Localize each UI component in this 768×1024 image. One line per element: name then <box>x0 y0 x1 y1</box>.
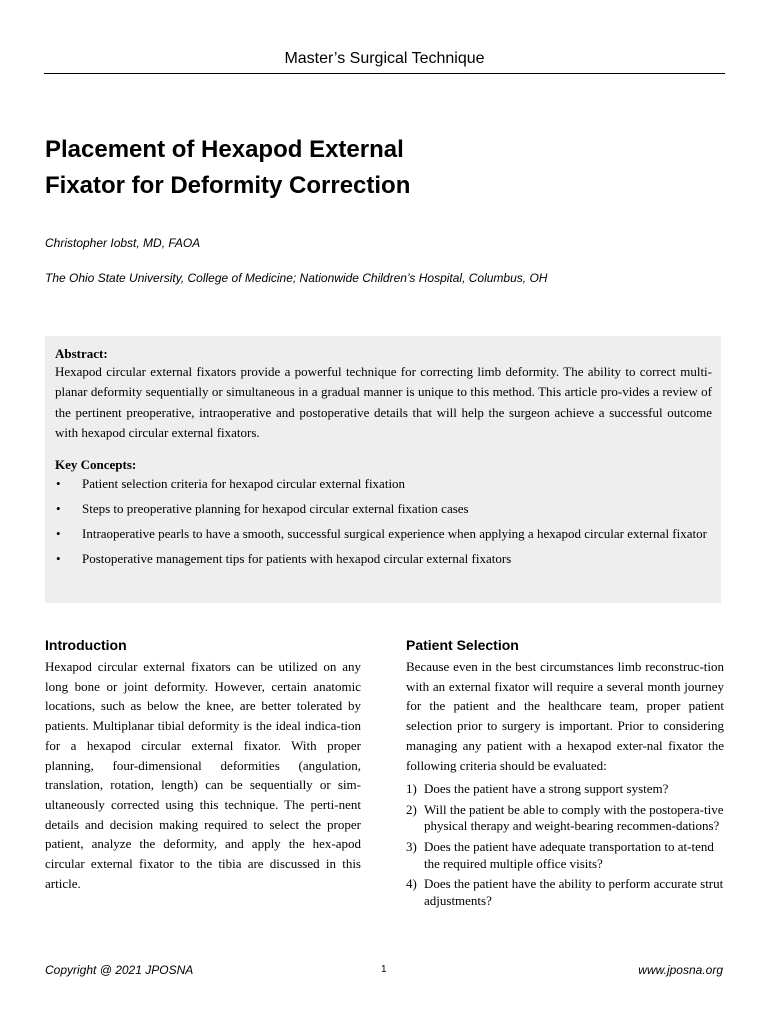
title-line-2: Fixator for Deformity Correction <box>45 172 411 199</box>
criteria-item: 4) Does the patient have the ability to perform accurate strut adjustments? <box>406 876 724 908</box>
introduction-section <box>45 636 361 893</box>
patient-selection-text: Because even in the best circumstances limb reconstruc-tion with an external fixator will require a several month journey for the patient and the healthcare team, proper patient selection prior to surgery is important. Prior to considering managing any patient with a hexapod exter-nal fixator the following criteria should be evaluated: <box>406 659 724 773</box>
copyright-notice: Copyright @ 2021 JPOSNA <box>45 963 194 977</box>
key-concept-item: • Steps to preoperative planning for hexapod circular external fixation cases <box>55 499 712 519</box>
introduction-heading: Introduction <box>45 637 127 653</box>
bullet-icon: • <box>56 476 61 492</box>
key-concepts-heading: Key Concepts: <box>55 457 137 473</box>
article-title <box>45 132 605 204</box>
journal-website: www.jposna.org <box>638 963 723 977</box>
criteria-number: 4) <box>406 876 417 892</box>
patient-selection-section <box>406 636 724 913</box>
key-concept-item: • Patient selection criteria for hexapod circular external fixation <box>55 474 712 494</box>
key-concept-item: • Intraoperative pearls to have a smooth, successful surgical experience when applying a hexapod circular external fixator <box>55 524 712 544</box>
abstract-heading: Abstract: <box>55 346 108 361</box>
author-line: Christopher Iobst, MD, FAOA <box>45 236 201 250</box>
criteria-item: 1) Does the patient have a strong support system? <box>406 781 669 797</box>
page-footer <box>45 962 723 978</box>
key-concepts-list <box>55 474 711 569</box>
criteria-number: 1) <box>406 781 417 797</box>
page-number: 1 <box>381 964 387 975</box>
bullet-icon: • <box>56 525 61 541</box>
criteria-number: 2) <box>406 801 417 817</box>
bullet-icon: • <box>56 550 61 566</box>
key-concept-item: • Postoperative management tips for patients with hexapod circular external fixators <box>55 549 712 569</box>
criteria-list <box>406 781 724 909</box>
abstract-box <box>45 336 721 603</box>
criteria-item: 2) Will the patient be able to comply with the postopera-tive physical therapy and weight-bearing recommen-dations? <box>406 801 724 834</box>
criteria-item: 3) Does the patient have adequate transportation to at-tend the required multiple office visits? <box>406 839 714 871</box>
header-divider <box>44 73 725 74</box>
running-header: Master’s Surgical Technique <box>284 50 485 67</box>
bullet-icon: • <box>56 500 61 516</box>
introduction-text: Hexapod circular external fixators can be utilized on any long bone or joint deformity. However, certain anatomic locations, such as below the knee, are better tolerated by patients. Multiplanar tibial deformity is the ideal indica-tion for a hexapod circular external fixator. With proper planning, four-dimensional deformities (angulation, translation, rotation, length) can be sequentially or sim-ultaneously corrected using this technique. The perti-nent details and decision making required to select the proper patient, analyze the deformity, and apply the hex-apod circular external fixator to the tibia are discussed in this article. <box>45 659 361 891</box>
criteria-number: 3) <box>406 839 417 854</box>
abstract-text: Hexapod circular external fixators provide a powerful technique for correcting limb deformity. The ability to correct multi-planar deformity sequentially or simultaneous in a gradual manner is unique to this method. This article pro-vides a review of the pertinent preoperative, intraoperative and postoperative details that will help the surgeon achieve a successful outcome with hexapod circular external fixators. <box>55 364 712 440</box>
title-line-1: Placement of Hexapod External <box>45 136 404 163</box>
patient-selection-heading: Patient Selection <box>406 637 519 653</box>
affiliation-line: The Ohio State University, College of Medicine; Nationwide Children’s Hospital, Columbus, OH <box>45 271 548 285</box>
